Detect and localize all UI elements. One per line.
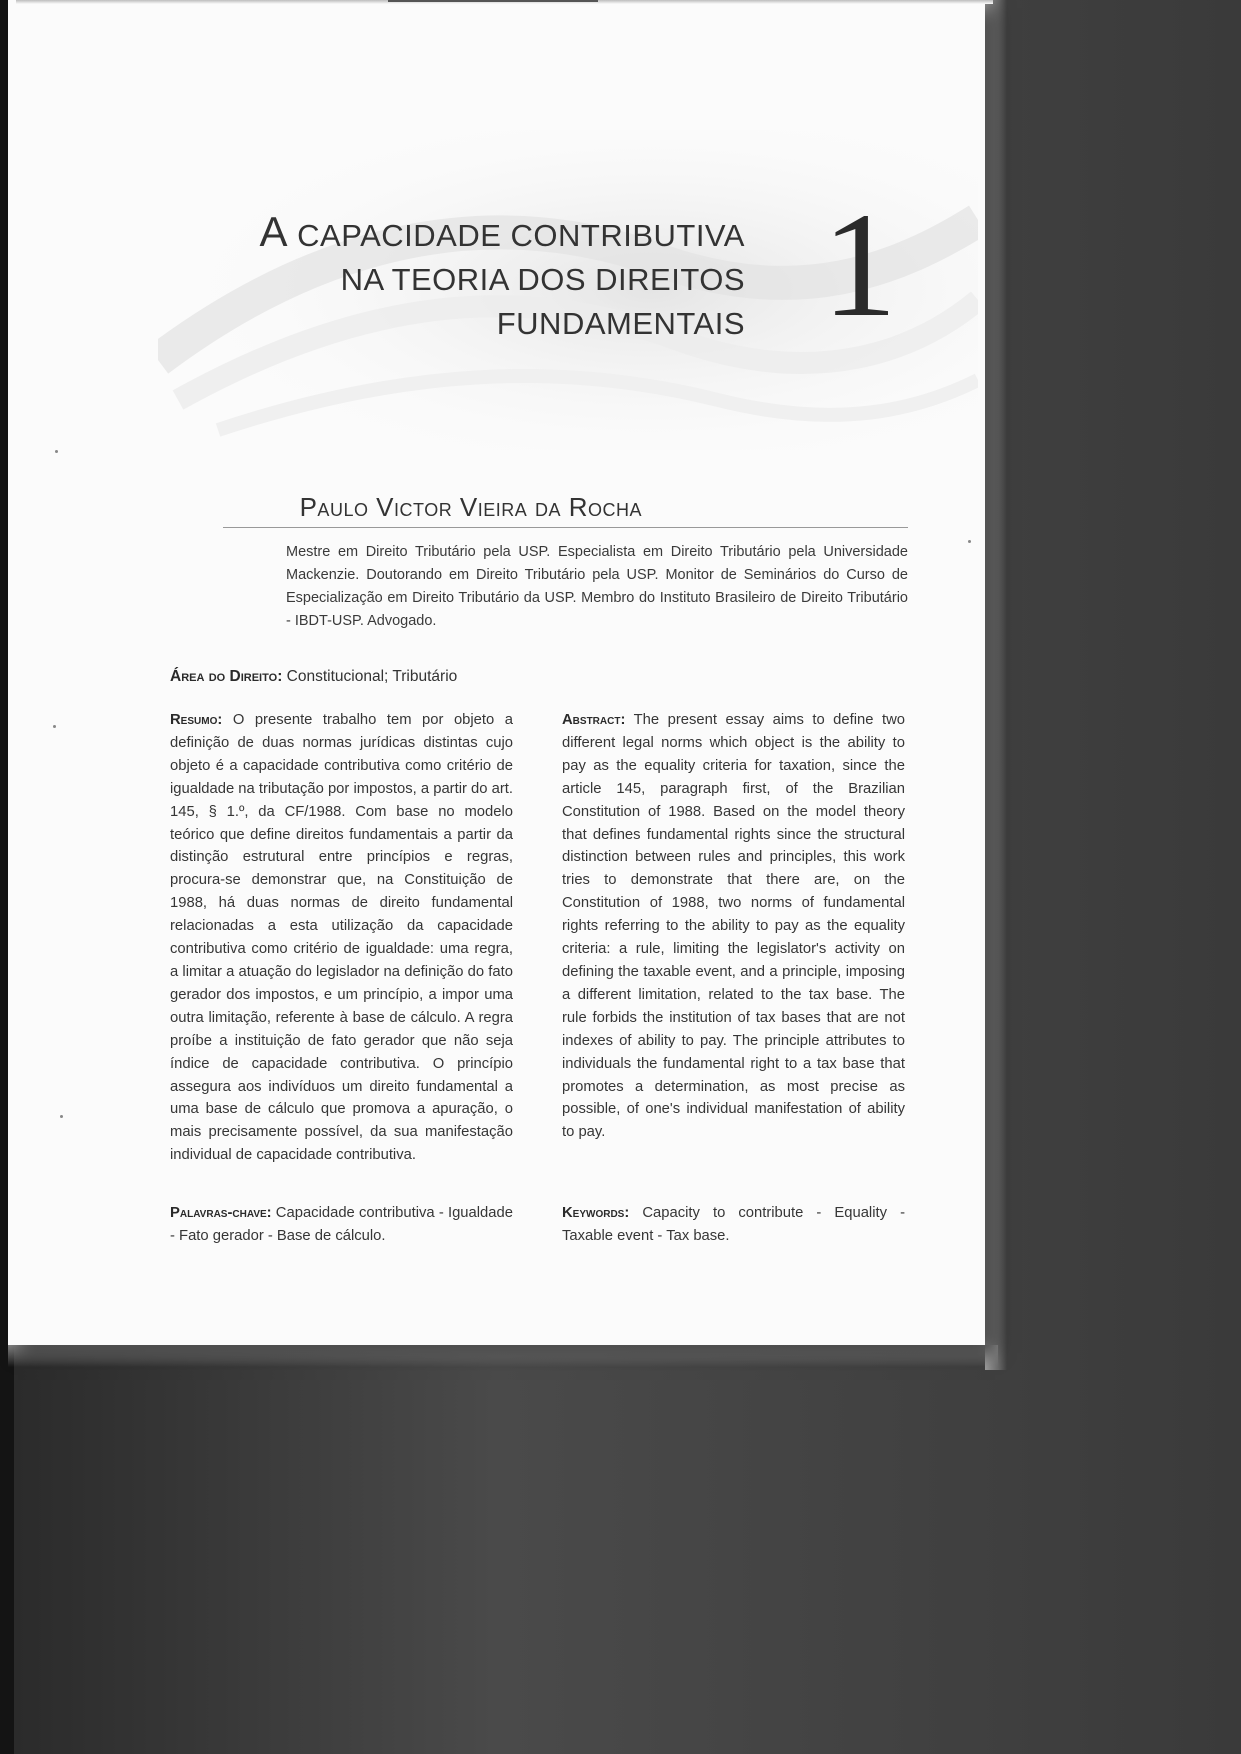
title-line-1 xyxy=(260,210,746,258)
palavras-chave-label: Palavras-chave: xyxy=(170,1205,272,1221)
scan-artifact-line xyxy=(388,0,598,2)
title-initial: A xyxy=(259,208,289,255)
scan-speck xyxy=(968,540,971,543)
resumo-paragraph xyxy=(170,709,513,1167)
title-line-2: NA TEORIA DOS DIREITOS xyxy=(340,262,745,297)
keywords-text: Capacity to contribute - Equality - Taxable event - Tax base. xyxy=(562,1205,905,1244)
author-divider xyxy=(223,527,908,528)
title-line-3: FUNDAMENTAIS xyxy=(496,306,745,341)
palavras-chave xyxy=(170,1202,513,1248)
keywords xyxy=(562,1202,905,1248)
scan-speck xyxy=(60,1115,63,1118)
abstract-label: Abstract: xyxy=(562,712,626,728)
abstract-paragraph xyxy=(562,709,905,1144)
author-name: Paulo Victor Vieira da Rocha xyxy=(299,492,642,522)
palavras-chave-text: Capacidade contributiva - Igualdade - Fato gerador - Base de cálculo. xyxy=(170,1205,513,1244)
area-of-law xyxy=(170,668,457,686)
area-label: Área do Direito: xyxy=(170,668,283,685)
abstract-text: The present essay aims to define two different legal norms which object is the ability to pay as the equality criteria for taxation, since the article 145, paragraph first, of the Brazilian Constitution of 1988. Based on the model theory that defines fundamental rights since the structural distinction between rules and principles, this work tries to demonstrate that there are, on the Constitution of 1988, two norms of fundamental rights referring to the ability to pay as the equality criteria: a rule, limiting the legislator's activity on defining the taxable event, and a principle, imposing a different limitation, related to the tax base. The rule forbids the institution of tax bases that are not indexes of ability to pay. The principle attributes to individuals the fundamental right to a tax base that promotes a determination, as most precise as possible, of one's individual manifestation of ability to pay. xyxy=(562,712,905,1141)
author-bio: Mestre em Direito Tributário pela USP. Especialista em Direito Tributário pela Universidade Mackenzie. Doutorando em Direito Tributário pela USP. Monitor de Seminários do Curso de Especialização em Direito Tributário da USP. Membro do Instituto Brasileiro de Direito Tributário - IBDT-USP. Advogado. xyxy=(286,544,908,629)
chapter-number: 1 xyxy=(822,182,897,348)
chapter-title xyxy=(260,210,746,346)
resumo-text: O presente trabalho tem por objeto a definição de duas normas jurídicas distintas cujo objeto é a capacidade contributiva como critério de igualdade na tributação por impostos, a partir do art. 145, § 1.º, da CF/1988. Com base no modelo teórico que define direitos fundamentais a partir da distinção estrutural entre princípios e regras, procura-se demonstrar que, na Constituição de 1988, há duas normas de direito fundamental relacionadas a esta utilização da capacidade contributiva como critério de igualdade: uma regra, a limitar a atuação do legislador na definição do fato gerador dos impostos, e um princípio, a impor uma outra limitação, referente à base de cálculo. A regra proíbe a instituição de fato gerador que não seja índice de capacidade contributiva. O princípio assegura aos indivíduos um direito fundamental a uma base de cálculo que promova a apuração, o mais precisamente possível, da sua manifestação individual de capacidade contributiva. xyxy=(170,712,513,1164)
title-line-1-text: CAPACIDADE CONTRIBUTIVA xyxy=(297,218,745,253)
page-right-shadow xyxy=(985,0,1007,1370)
scan-speck xyxy=(55,450,58,453)
page-bottom-shadow xyxy=(8,1345,998,1367)
keywords-label: Keywords: xyxy=(562,1205,630,1221)
area-value: Constitucional; Tributário xyxy=(286,668,458,685)
scan-speck xyxy=(53,725,56,728)
document-page xyxy=(8,0,985,1345)
resumo-label: Resumo: xyxy=(170,712,223,728)
